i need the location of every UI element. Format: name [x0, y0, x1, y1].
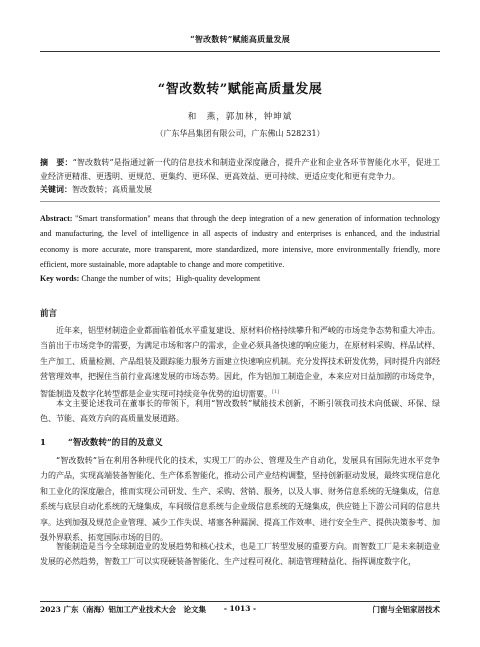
- section-title: “智改数转”的目的及意义: [68, 438, 163, 448]
- footer-section: 门窗与全铝家居技术: [372, 605, 440, 614]
- keywords-cn-label: 关键词：: [40, 184, 72, 194]
- section-1-heading: [40, 436, 163, 448]
- footer-proceedings: 2023 广东（南海）铝加工产业技术大会 论文集: [40, 605, 206, 614]
- abstract-en: [40, 211, 440, 273]
- body-paragraph: 智能制造是当今全球制造业的发展趋势和核心技术，也是工厂转型发展的重要方向。而智数工厂是未来制造业发展的必然趋势，智数工厂可以实现硬装备智能化、生产过程可视化、制造管理精益化、指挥调度数字化，: [40, 542, 440, 567]
- abstract-cn-text: “智改数转”是指通过新一代的信息技术和制造业深度融合，提升产业和企业各环节智能化水平，促进工业经济更精准、更透明、更规范、更集约、更环保、更高效益、更可持续、更适应变化和更有竞争力。: [40, 158, 440, 181]
- abstract-en-label: Abstract:: [40, 214, 73, 223]
- keywords-cn: [40, 183, 440, 196]
- citation-ref: [1]: [272, 388, 280, 395]
- abstract-en-text: "Smart transformation" means that through the deep integration of a new generation of information technology and manufacturing, the level of intelligence in all aspects of industry and enterprises is enhanced, and the industrial economy is more accurate, more transparent, more standardized, more intensive, more environmentally friendly, more efficient, more sustainable, more adaptable to change and more competitive.: [40, 214, 441, 270]
- keywords-en-text: Change the number of wits；High-quality development: [81, 274, 261, 283]
- foreword-heading: 前言: [40, 309, 58, 319]
- abstract-cn-label: 摘 要：: [40, 157, 73, 167]
- page-footer: [40, 604, 440, 618]
- body-paragraph: [40, 323, 440, 402]
- abstract-cn: [40, 155, 440, 184]
- abstract-divider: [40, 201, 440, 202]
- header-rule: [40, 51, 440, 52]
- paper-title: “智改数转”赋能高质量发展: [157, 82, 323, 97]
- body-paragraph: “智改数转”旨在利用各种现代化的技术，实现工厂的办公、管理及生产自动化，发展具有国际先进水平竞争力的产品，实现高端装备智能化、生产体系智能化，推动公司产业结构调整，坚持创新驱动发展，最终实现信息化和工业化的深度融合，推而实现公司研发、生产、采购、营销、服务，以及人事、财务信息系统的无缝集成，信息系统与底层自动化系统的无缝集成，车间级信息系统与企业级信息系统的无缝集成，供应链上下游公司间的信息共享。达到加强及规范企业管理、减少工作失误、堵塞各种漏洞、提高工作效率、进行安全生产、提供决策参考、加强外界联系、拓宽国际市场的目的。: [40, 456, 440, 543]
- authors: 和 燕，郭加林，钟坤斌: [187, 112, 293, 122]
- running-head: “智改数转”赋能高质量发展: [190, 34, 290, 44]
- keywords-en-label: Key words:: [40, 274, 80, 283]
- footer-rule: [40, 601, 440, 602]
- body-paragraph: 本文主要论述我司在董事长的带领下，利用“智改数转”赋能技术创新，不断引领我司技术向低碳、环保、绿色、节能、高效方向的高质量发展道路。: [40, 399, 440, 424]
- affiliation: （广东华昌集团有限公司，广东佛山 528231）: [155, 129, 325, 138]
- keywords-cn-text: 智改数转；高质量发展: [72, 185, 152, 194]
- section-number: 1: [40, 438, 46, 448]
- keywords-en: [40, 273, 440, 284]
- page-number: - 1013 -: [223, 604, 257, 613]
- paragraph-text: 近年来，铝型材制造企业都面临着低水平重复建设、原材料价格持续攀升和严峻的市场竞争态势和重大冲击。当前出于市场竞争的需要，为满足市场和客户的需求，企业必须具备快速的响应能力，在原材料采购、样品试样、生产加工、质量检测、产品组装及跟踪能力服务方面建立快速响应机制。充分发挥技术研发优势，同时提升内部经营管理效率，把握住当前行业高速发展的市场态势。因此，作为铝加工制造企业，本来应对日益加剧的市场竞争，智能制造及数字化转型都是企业实现可持续竞争优势的迫切需要。: [40, 326, 440, 399]
